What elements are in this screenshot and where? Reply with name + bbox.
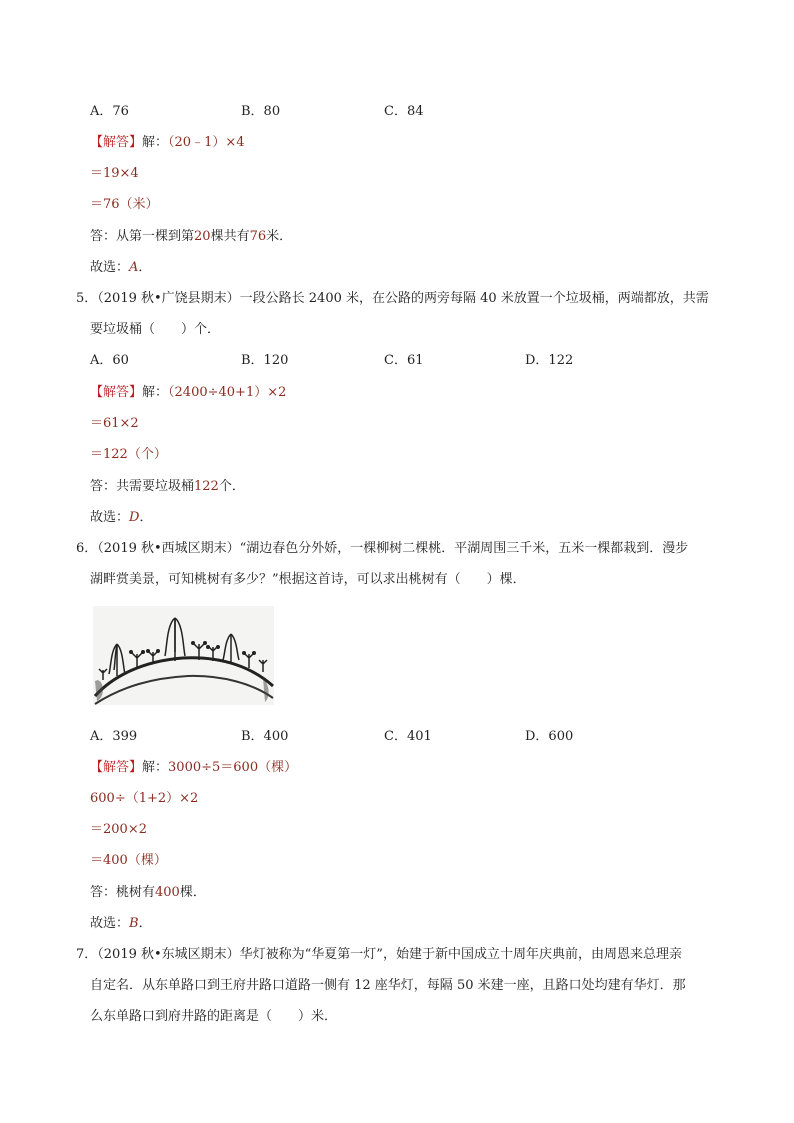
choice-letter: B: [129, 916, 139, 931]
solution-tag: 【解答】: [90, 385, 143, 400]
q4-option-a: A．76: [90, 104, 129, 119]
answer-prefix: 答：桃树有: [90, 885, 156, 900]
solution-expr: 3000÷5＝600（棵）: [168, 760, 298, 775]
q7-stem-line-1: 7．（2019 秋•东城区期末）华灯被称为“华夏第一灯”，始建于新中国成立十周年庆典前，由周恩来总理亲: [76, 947, 682, 962]
q5-option-c: C．61: [384, 353, 424, 368]
q6-option-c: C．401: [384, 729, 432, 744]
answer-prefix: 答：共需要垃圾桶: [90, 479, 195, 494]
answer-number: 20: [194, 229, 211, 244]
q5-option-a: A．60: [90, 353, 129, 368]
answer-end: 棵．: [179, 885, 206, 900]
answer-value: 122: [194, 479, 219, 494]
q7-stem-line-2: 自定名．从东单路口到王府井路口道路一侧有 12 座华灯，每隔 50 米建一座，且路口处均建有华灯．那: [90, 978, 686, 993]
q6-step-3: ＝400（棵）: [90, 853, 167, 868]
q6-option-b: B．400: [241, 729, 289, 744]
q5-solution: [90, 384, 286, 402]
q6-stem-line-1: 6．（2019 秋•西城区期末）“湖边春色分外娇，一棵柳树二棵桃．平湖周围三千米，五米一棵都栽到．漫步: [76, 541, 689, 556]
solution-tag: 【解答】: [90, 135, 143, 150]
answer-value: 400: [155, 885, 180, 900]
q5-stem-line-2: 要垃圾桶（ ）个．: [90, 322, 221, 337]
q5-option-d: D．122: [525, 353, 574, 368]
answer-prefix: 答：从第一棵到第: [90, 229, 195, 244]
q4-step-2: ＝76（米）: [90, 197, 159, 212]
q4-answer: [90, 228, 292, 246]
solution-intro: 解：: [142, 135, 169, 150]
solution-expr: （2400÷40+1）×2: [168, 385, 287, 400]
q6-choice: [90, 915, 152, 933]
answer-value: 76: [249, 229, 267, 244]
choice-end: ．: [138, 916, 152, 931]
q5-step-1: ＝61×2: [90, 416, 139, 431]
solution-expr: （20﹣1）×4: [168, 135, 245, 150]
choice-letter: D: [129, 510, 140, 525]
choice-prefix: 故选：: [90, 510, 130, 525]
choice-prefix: 故选：: [90, 916, 130, 931]
q6-step-2: ＝200×2: [90, 822, 147, 837]
answer-mid: 棵共有: [210, 229, 250, 244]
q6-option-a: A．399: [90, 729, 138, 744]
q6-solution: [90, 759, 297, 777]
q7-stem-line-3: 么东单路口到府井路的距离是（ ）米．: [90, 1009, 338, 1024]
answer-end: 个．: [218, 479, 245, 494]
lake-trees-illustration: [93, 606, 274, 705]
choice-prefix: 故选：: [90, 260, 130, 275]
solution-intro: 解：: [142, 760, 169, 775]
choice-end: ．: [138, 260, 152, 275]
q4-choice: [90, 259, 151, 277]
q4-step-1: ＝19×4: [90, 166, 139, 181]
choice-letter: A: [129, 260, 139, 275]
answer-end: 米．: [266, 229, 293, 244]
q4-option-c: C．84: [384, 104, 424, 119]
q5-stem-line-1: 5．（2019 秋•广饶县期末）一段公路长 2400 米，在公路的两旁每隔 40 米放置一个垃圾桶，两端都放，共需: [76, 291, 709, 306]
solution-tag: 【解答】: [90, 760, 143, 775]
solution-intro: 解：: [142, 385, 169, 400]
q6-step-1: 600÷（1+2）×2: [90, 791, 199, 806]
q4-solution: [90, 134, 245, 152]
q5-step-2: ＝122（个）: [90, 447, 167, 462]
q6-option-d: D．600: [525, 729, 574, 744]
choice-end: ．: [139, 510, 153, 525]
q5-option-b: B．120: [241, 353, 289, 368]
q6-answer: [90, 884, 206, 902]
q5-answer: [90, 478, 245, 496]
q5-choice: [90, 509, 152, 527]
q4-option-b: B．80: [241, 104, 281, 119]
q6-stem-line-2: 湖畔赏美景，可知桃树有多少？”根据这首诗，可以求出桃树有（ ）棵．: [90, 572, 526, 587]
